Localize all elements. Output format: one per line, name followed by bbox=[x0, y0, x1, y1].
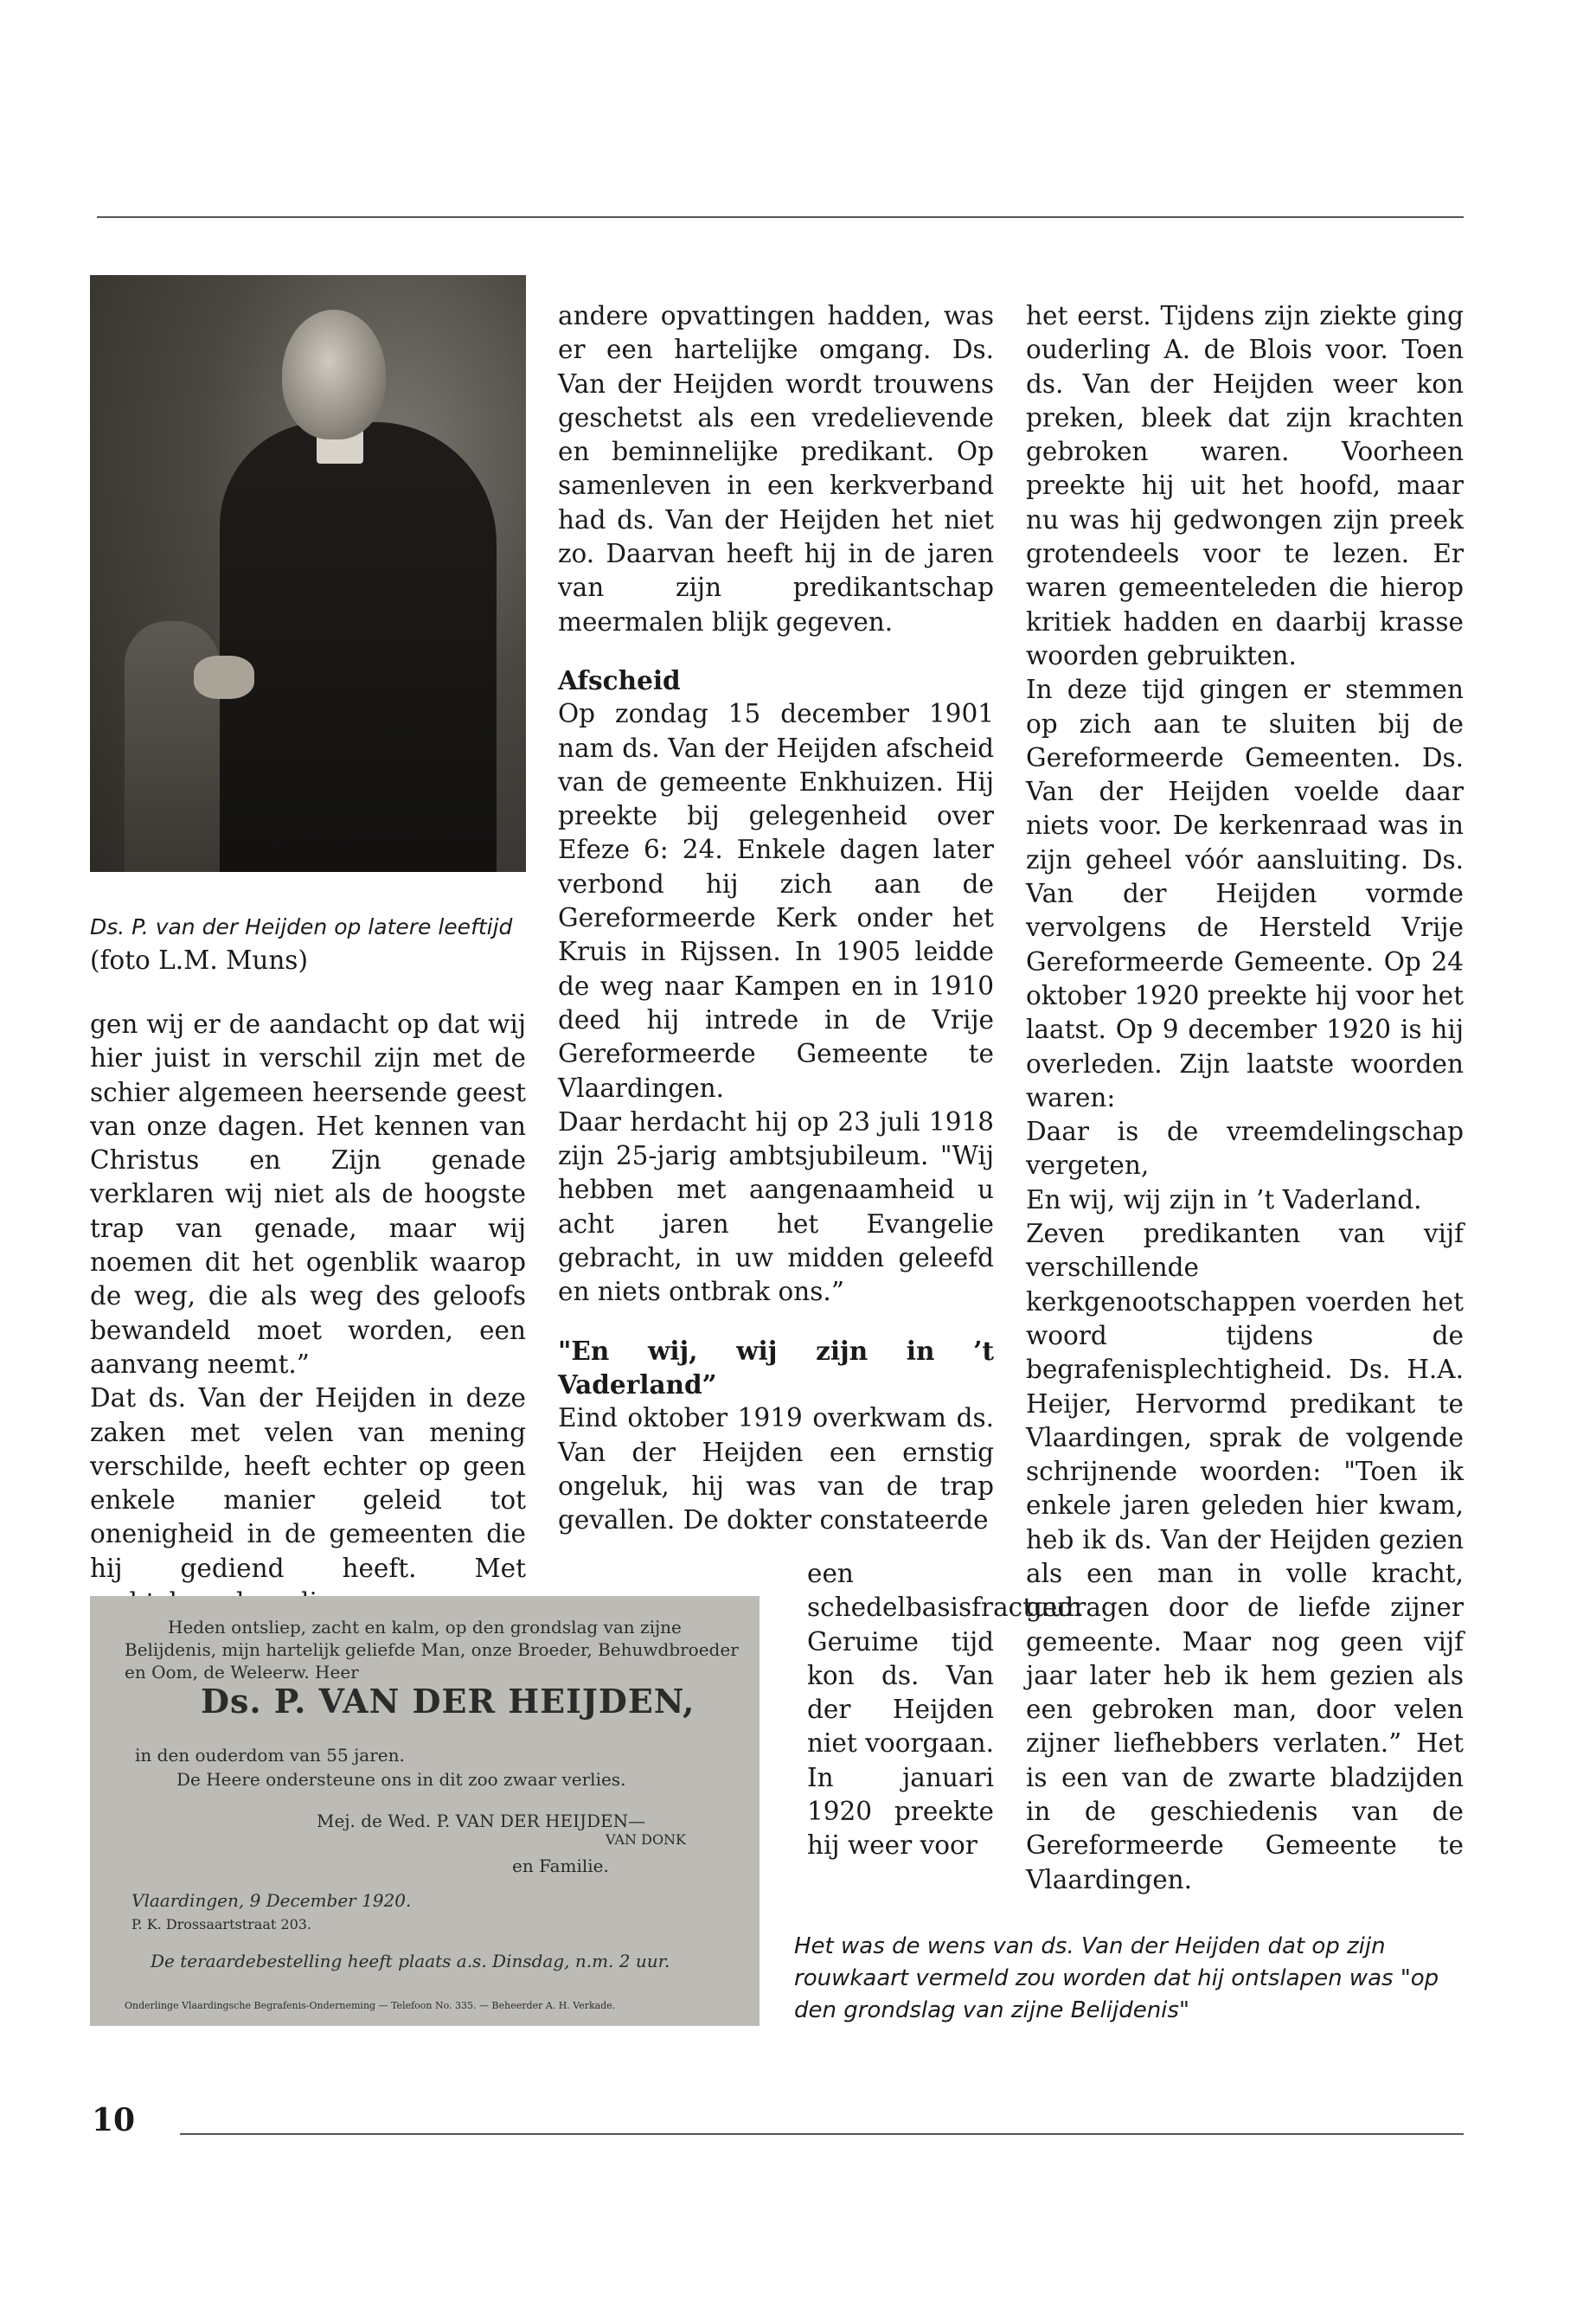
card-line: en Oom, de Weleerw. Heer bbox=[125, 1662, 359, 1682]
col2-paragraph-3: Daar herdacht hij op 23 juli 1918 zijn 25-jarig ambtsjubileum. "Wij hebben met aangenaamheid u acht jaren het Evangelie gebracht, in uw midden geleefd en niets ontbrak ons.” bbox=[558, 1106, 994, 1307]
card-line: De Heere ondersteune ons in dit zoo zwaar verlies. bbox=[176, 1769, 626, 1790]
card-caption: Het was de wens van ds. Van der Heijden dat op zijn rouwkaart vermeld zou worden dat hij ontslapen was "op den grondslag van zijne Belijdenis" bbox=[794, 1933, 1439, 2023]
col2-paragraph-4-continued: een schedelbasisfractuur. Geruime tijd kon ds. Van der Heijden niet voorgaan. In januari 1920 preekte hij weer voor bbox=[807, 1559, 1084, 1861]
col2-paragraph-1: andere opvattingen hadden, was er een hartelijke omgang. Ds. Van der Heijden wordt trouwens geschetst als een vredelievende en beminnelijke predikant. Op samenleven in een kerkverband had ds. Van der Heijden het niet zo. Daarvan heeft hij in de jaren van zijn predikantschap meermalen blijk gegeven. bbox=[558, 301, 994, 637]
card-line: in den ouderdom van 55 jaren. bbox=[135, 1745, 405, 1766]
card-line: P. K. Drossaartstraat 203. bbox=[131, 1916, 312, 1932]
col3-paragraph-1: het eerst. Tijdens zijn ziekte ging ouderling A. de Blois voor. Toen ds. Van der Heijden weer kon preken, bleek dat zijn krachten gebroken waren. Voorheen preekte hij uit het hoofd, maar nu was hij gedwongen zijn preek grotendeels voor te lezen. Er waren gemeenteleden die hierop kritiek hadden en daarbij krasse woorden gebruikten. bbox=[1026, 301, 1464, 670]
photo-caption bbox=[90, 910, 526, 978]
card-line: Belijdenis, mijn hartelijk geliefde Man, onze Broeder, Behuwdbroeder bbox=[125, 1639, 739, 1660]
column-2-continuation bbox=[807, 1557, 1084, 1863]
card-name: Ds. P. VAN DER HEIJDEN, bbox=[201, 1682, 695, 1721]
section-heading-vaderland: "En wij, wij zijn in ’t Vaderland” bbox=[558, 1335, 994, 1400]
column-1 bbox=[90, 1008, 526, 1619]
col2-paragraph-4: Eind oktober 1919 overkwam ds. Van der Heijden een ernstig ongeluk, hij was van de trap gevallen. De dokter constateerde bbox=[558, 1403, 994, 1535]
card-line: VAN DONK bbox=[606, 1831, 687, 1848]
photo-caption-title: Ds. P. van der Heijden op latere leeftijd bbox=[90, 914, 513, 939]
bottom-rule bbox=[180, 2133, 1464, 2135]
mourning-card-image bbox=[90, 1596, 760, 2026]
col3-quote-line-1: Daar is de vreemdelingschap vergeten, bbox=[1026, 1117, 1464, 1181]
card-line: Vlaardingen, 9 December 1920. bbox=[131, 1890, 412, 1911]
col3-quote-line-2: En wij, wij zijn in ’t Vaderland. bbox=[1026, 1184, 1422, 1215]
card-line: De teraardebestelling heeft plaats a.s. Dinsdag, n.m. 2 uur. bbox=[151, 1951, 670, 1971]
card-line: en Familie. bbox=[512, 1856, 609, 1876]
page-number: 10 bbox=[92, 2102, 136, 2138]
card-line: Heden ontsliep, zacht en kalm, op den grondslag van zijne bbox=[168, 1617, 682, 1638]
top-rule bbox=[97, 216, 1464, 218]
column-2 bbox=[558, 299, 994, 1537]
photo-caption-credit: (foto L.M. Muns) bbox=[90, 945, 308, 976]
card-line: Onderlinge Vlaardingsche Begrafenis-Onderneming — Telefoon No. 335. — Beheerder A. H. Verkade. bbox=[125, 2000, 616, 2011]
col3-paragraph-3: Zeven predikanten van vijf verschillende kerkgenootschappen voerden het woord tijdens de begrafenisplechtigheid. Ds. H.A. Heijer, Hervormd predikant te Vlaardingen, sprak de volgende schrijnende woorden: "Toen ik enkele jaren geleden hier kwam, heb ik ds. Van der Heijden gezien als een man in volle kracht, gedragen door de liefde zijner gemeente. Maar nog geen vijf jaar later heb ik hem gezien als een gebroken man, door velen zijner liefhebbers verlaten.” Het is een van de zwarte bladzijden in de geschiedenis van de Gereformeerde Gemeente te Vlaardingen. bbox=[1026, 1219, 1464, 1894]
portrait-photo bbox=[90, 275, 526, 872]
column-3 bbox=[1026, 299, 1464, 1897]
col1-paragraph-1: gen wij er de aandacht op dat wij hier juist in verschil zijn met de schier algemeen heersende geest van onze dagen. Het kennen van Christus en Zijn genade verklaren wij niet als de hoogste trap van genade, maar wij noemen dit het ogenblik waarop de weg, die als weg des geloofs bewandeld moet worden, een aanvang neemt.” bbox=[90, 1009, 526, 1379]
card-line: Mej. de Wed. P. VAN DER HEIJDEN— bbox=[317, 1811, 646, 1831]
section-heading-afscheid: Afscheid bbox=[558, 664, 681, 695]
col2-paragraph-2: Op zondag 15 december 1901 nam ds. Van der Heijden afscheid van de gemeente Enkhuizen. Hij preekte bij gelegenheid over Efeze 6: 24. Enkele dagen later verbond hij zich aan de Gereformeerde Kerk onder het Kruis in Rijssen. In 1905 leidde de weg naar Kampen en in 1910 deed hij intrede in de Vrije Gereformeerde Gemeente te Vlaardingen. bbox=[558, 699, 994, 1103]
col1-paragraph-2: Dat ds. Van der Heijden in deze zaken met velen van mening verschilde, heeft echter op geen enkele manier geleid tot onenigheid in de gemeenten die hij gediend heeft. Met bbox=[90, 1383, 526, 1583]
col3-paragraph-2: In deze tijd gingen er stemmen op zich aan te sluiten bij de Gereformeerde Gemeenten. Ds. Van der Heijden voelde daar niets voor. De kerkenraad was in zijn geheel vóór aansluiting. Ds. Van der Heijden vormde vervolgens de Hersteld Vrije Gereformeerde Gemeente. Op 24 oktober 1920 preekte hij voor het laatst. Op 9 december 1920 is hij overleden. Zijn laatste woorden waren: bbox=[1026, 675, 1464, 1112]
